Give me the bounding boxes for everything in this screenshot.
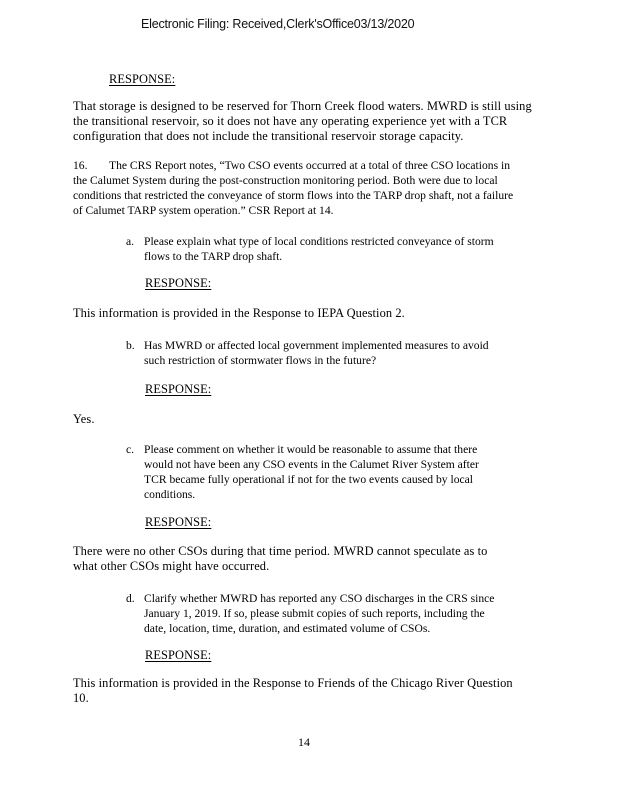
text-line: of Calumet TARP system operation.” CSR Report at 14. bbox=[73, 204, 334, 217]
text-line: the Calumet System during the post-construction monitoring period. Both were due to local bbox=[73, 174, 498, 187]
text-line: There were no other CSOs during that time period. MWRD cannot speculate as to bbox=[73, 544, 488, 558]
text-line: Clarify whether MWRD has reported any CSO discharges in the CRS since bbox=[144, 592, 495, 605]
subquestion-a-marker: a. bbox=[126, 235, 135, 248]
text-line: flows to the TARP drop shaft. bbox=[144, 250, 283, 263]
question-16-number: 16. bbox=[73, 159, 88, 172]
subquestion-c-text bbox=[144, 442, 479, 502]
subquestion-d-marker: d. bbox=[126, 592, 135, 605]
response-heading-1: RESPONSE: bbox=[109, 72, 176, 86]
text-line: date, location, time, duration, and estimated volume of CSOs. bbox=[144, 622, 431, 635]
text-line: TCR became fully operational if not for the two events caused by local bbox=[144, 473, 474, 486]
text-line: would not have been any CSO events in the Calumet River System after bbox=[144, 458, 479, 471]
subquestion-a-text bbox=[144, 234, 494, 264]
response-heading-b: RESPONSE: bbox=[145, 382, 212, 396]
text-line: such restriction of stormwater flows in the future? bbox=[144, 354, 377, 367]
text-line: This information is provided in the Response to Friends of the Chicago River Question bbox=[73, 676, 513, 690]
answer-d bbox=[73, 676, 513, 706]
response-heading-d: RESPONSE: bbox=[145, 648, 212, 662]
text-line: Please comment on whether it would be reasonable to assume that there bbox=[144, 443, 478, 456]
answer-a: This information is provided in the Response to IEPA Question 2. bbox=[73, 306, 405, 320]
text-line: what other CSOs might have occurred. bbox=[73, 559, 270, 573]
text-line: conditions. bbox=[144, 488, 196, 501]
text-line: January 1, 2019. If so, please submit copies of such reports, including the bbox=[144, 607, 485, 620]
subquestion-b-text bbox=[144, 338, 489, 368]
page-number: 14 bbox=[298, 735, 310, 749]
text-line: configuration that does not include the transitional reservoir storage capacity. bbox=[73, 129, 464, 143]
text-line: conditions that restricted the conveyance of storm flows into the TARP drop shaft, not a failure bbox=[73, 189, 514, 202]
response-heading-c: RESPONSE: bbox=[145, 515, 212, 529]
text-line: That storage is designed to be reserved for Thorn Creek flood waters. MWRD is still using bbox=[73, 99, 532, 113]
filing-stamp: Electronic Filing: Received,Clerk'sOffice03/13/2020 bbox=[141, 17, 415, 31]
text-line: 10. bbox=[73, 691, 89, 705]
question-16-text bbox=[73, 158, 543, 218]
answer-c bbox=[73, 544, 487, 574]
response-heading-a: RESPONSE: bbox=[145, 276, 212, 290]
text-line: The CRS Report notes, “Two CSO events occurred at a total of three CSO locations in bbox=[109, 159, 511, 172]
text-line: Please explain what type of local conditions restricted conveyance of storm bbox=[144, 235, 494, 248]
answer-b: Yes. bbox=[73, 412, 95, 426]
text-line: the transitional reservoir, so it does not have any operating experience yet with a TCR bbox=[73, 114, 508, 128]
subquestion-c-marker: c. bbox=[126, 443, 135, 456]
text-line: Has MWRD or affected local government implemented measures to avoid bbox=[144, 339, 489, 352]
subquestion-d-text bbox=[144, 591, 494, 636]
subquestion-b-marker: b. bbox=[126, 339, 135, 352]
response-text-1 bbox=[73, 99, 532, 144]
